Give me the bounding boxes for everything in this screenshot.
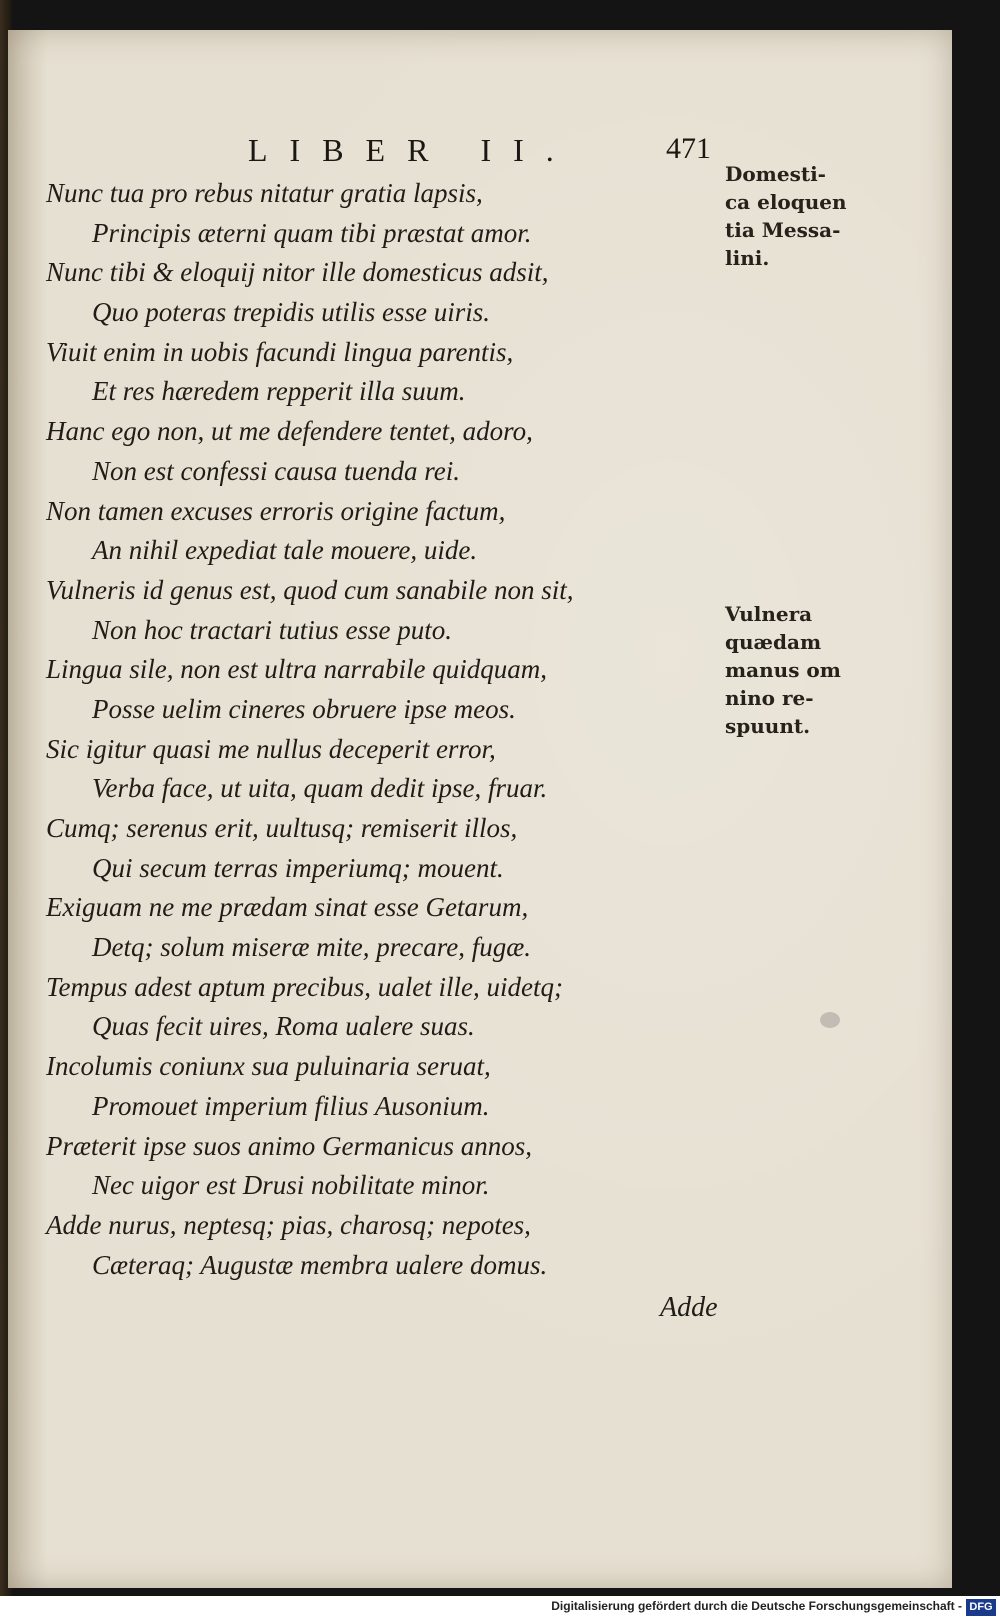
digitization-footer	[0, 1596, 1000, 1620]
verse-line: Incolumis coniunx sua puluinaria seruat,	[46, 1051, 491, 1082]
book-page	[8, 30, 952, 1588]
verse-line: Adde nurus, neptesq; pias, charosq; nepotes,	[46, 1209, 531, 1240]
margin-note-line: tia Messa-	[725, 218, 841, 242]
verse-line: An nihil expediat tale mouere, uide.	[92, 535, 478, 566]
verse-line: Sic igitur quasi me nullus deceperit error,	[46, 733, 496, 764]
margin-note-line: lini.	[725, 246, 770, 270]
verse-line: Vulneris id genus est, quod cum sanabile non sit,	[46, 574, 574, 605]
running-title: LIBER II.	[248, 132, 576, 168]
catchword: Adde	[660, 1292, 718, 1323]
verse-line: Nec uigor est Drusi nobilitate minor.	[92, 1170, 490, 1201]
margin-note-wounds	[725, 600, 875, 740]
verse-line: Non tamen excuses erroris origine factum,	[46, 495, 506, 526]
verse-line: Detq; solum miseræ mite, precare, fugæ.	[92, 932, 531, 963]
verse-line: Nunc tua pro rebus nitatur gratia lapsis,	[46, 178, 483, 208]
margin-note-line: quædam	[725, 630, 822, 654]
verse-line: Viuit enim in uobis facundi lingua parentis,	[46, 336, 514, 367]
verse-line: Præterit ipse suos animo Germanicus annos,	[46, 1130, 532, 1161]
verse-line: Posse uelim cineres obruere ipse meos.	[92, 693, 516, 724]
verse-text	[46, 174, 666, 1285]
margin-note-line: spuunt.	[725, 714, 811, 738]
verse-line: Promouet imperium filius Ausonium.	[92, 1090, 490, 1121]
verse-line: Lingua sile, non est ultra narrabile quidquam,	[46, 654, 548, 685]
margin-note-line: ca eloquen	[725, 190, 847, 214]
margin-note-line: Vulnera	[725, 602, 813, 626]
verse-line: Qui secum terras imperiumq; mouent.	[92, 852, 504, 883]
footer-credit: Digitalisierung gefördert durch die Deutsche Forschungsgemeinschaft -	[551, 1599, 962, 1613]
verse-line: Quas fecit uires, Roma ualere suas.	[92, 1011, 475, 1042]
verse-line: Exiguam ne me prædam sinat esse Getarum,	[46, 892, 529, 923]
verse-line: Tempus adest aptum precibus, ualet ille, uidetq;	[46, 971, 563, 1002]
verse-line: Cumq; serenus erit, uultusq; remiserit illos,	[46, 813, 518, 843]
margin-note-line: manus om	[725, 658, 841, 682]
verse-line: Hanc ego non, ut me defendere tentet, adoro,	[46, 416, 533, 447]
verse-line: Quo poteras trepidis utilis esse uiris.	[92, 297, 491, 328]
verse-line: Nunc tibi & eloquij nitor ille domesticus adsit,	[46, 257, 549, 288]
verse-line: Non est confessi causa tuenda rei.	[92, 455, 460, 486]
verse-line: Verba face, ut uita, quam dedit ipse, fruar.	[92, 773, 548, 804]
verse-line: Et res hæredem repperit illa suum.	[92, 376, 466, 407]
verse-line: Principis æterni quam tibi præstat amor.	[92, 217, 532, 248]
margin-note-line: Domesti-	[725, 162, 826, 186]
margin-note-line: nino re-	[725, 686, 814, 710]
margin-note-eloquence	[725, 160, 875, 272]
verse-line: Cæteraq; Augustæ membra ualere domus.	[92, 1249, 548, 1280]
dfg-logo: DFG	[966, 1599, 996, 1616]
page-number: 471	[666, 132, 711, 165]
verse-line: Non hoc tractari tutius esse puto.	[92, 614, 452, 645]
paper-stain	[820, 1012, 840, 1028]
